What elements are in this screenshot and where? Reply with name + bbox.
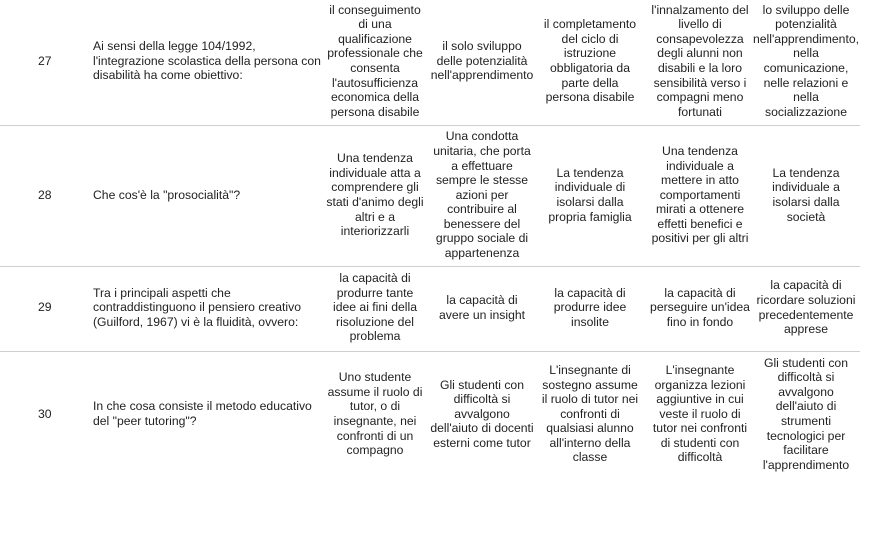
question-text: Tra i principali aspetti che contraddistinguono il pensiero creativo (Guilford, 1967) vi è la fluidità, ovvero:: [93, 285, 301, 329]
answer-e: Gli studenti con difficoltà si avvalgono dell'aiuto di strumenti tecnologici per facilitare l'apprendimento: [762, 355, 850, 472]
answer-a: Una tendenza individuale atta a comprendere gli stati d'animo degli altri e a interiorizzarli: [326, 151, 424, 239]
question-text: In che cosa consiste il metodo educativo del "peer tutoring"?: [93, 399, 312, 428]
answer-e: La tendenza individuale a isolarsi dalla società: [772, 165, 840, 224]
answer-b: Una condotta unitaria, che porta a effettuare sempre le stesse azioni per contribuire al benessere del gruppo sociale di appartenenza: [433, 129, 531, 261]
answer-d: L'insegnante organizza lezioni aggiuntive in cui veste il ruolo di tutor nei confronti di studenti con difficoltà: [652, 362, 748, 465]
answer-c: L'insegnante di sostegno assume il ruolo di tutor nei confronti di qualsiasi alunno all'interno della classe: [541, 362, 639, 465]
answer-d: Una tendenza individuale a mettere in atto comportamenti mirati a ottenere effetti benefici e positivi per gli altri: [651, 143, 749, 246]
answer-c: il completamento del ciclo di istruzione obbligatoria da parte della persona disabile: [543, 17, 637, 105]
answer-b: la capacità di avere un insight: [438, 292, 526, 322]
question-number: 29: [38, 300, 52, 315]
table-row: [0, 0, 860, 122]
answer-d: la capacità di perseguire un'idea fino in fondo: [650, 285, 750, 329]
question-text: Che cos'è la "prosocialità"?: [93, 187, 241, 202]
answer-a: Uno studente assume il ruolo di tutor, o di insegnante, nei confronti di un compagno: [327, 370, 423, 458]
question-text: Ai sensi della legge 104/1992, l'integrazione scolastica della persona con disabilità ha come obiettivo:: [93, 39, 321, 83]
answer-a: la capacità di produrre tante idee ai fini della risoluzione del problema: [332, 271, 417, 344]
answer-c: La tendenza individuale di isolarsi dalla propria famiglia: [548, 165, 632, 224]
question-number: 28: [38, 187, 52, 202]
table-row: [0, 266, 860, 348]
question-number: 30: [38, 406, 52, 421]
answer-b: il solo sviluppo delle potenzialità nell'apprendimento: [430, 39, 534, 83]
table-row: [0, 125, 860, 264]
answer-d: l'innalzamento del livello di consapevolezza degli alunni non disabili e la loro sensibilità verso i compagni meno fortunati: [651, 2, 749, 119]
answer-e: la capacità di ricordare soluzioni precedentemente apprese: [756, 278, 856, 337]
table-row: [0, 351, 860, 476]
answer-b: Gli studenti con difficoltà si avvalgono dell'aiuto di docenti esterni come tutor: [430, 377, 534, 450]
answer-e: lo sviluppo delle potenzialità nell'apprendimento, nella comunicazione, nelle relazioni e nella socializzazione: [753, 2, 859, 119]
question-number: 27: [38, 53, 52, 68]
answer-c: la capacità di produrre idee insolite: [553, 285, 627, 329]
answer-a: il conseguimento di una qualificazione professionale che consenta l'autosufficienza economica della persona disabile: [327, 2, 423, 119]
